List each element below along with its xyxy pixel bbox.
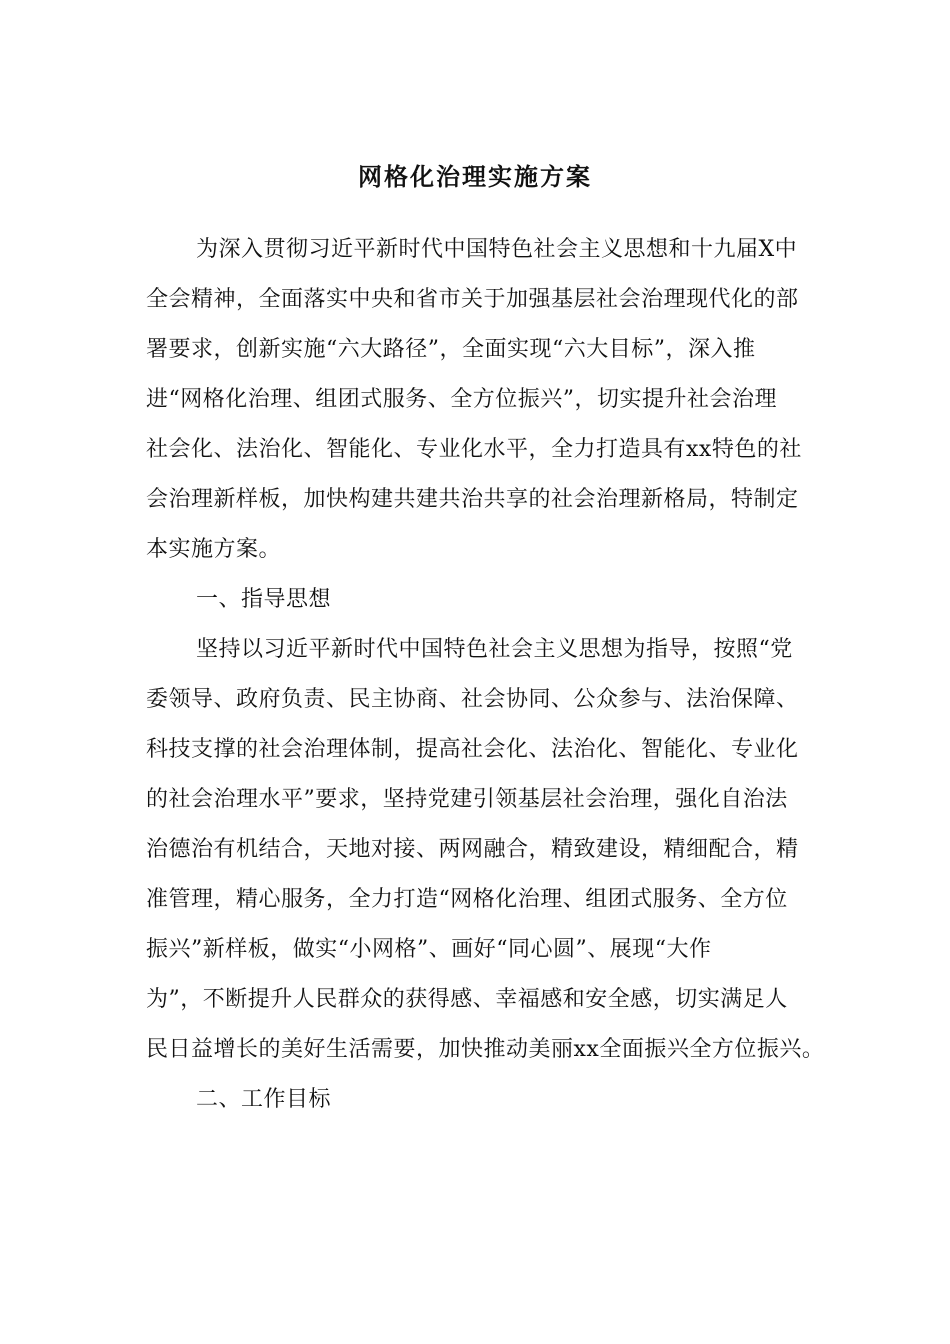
paragraph-line: 全会精神，全面落实中央和省市关于加强基层社会治理现代化的部 [146,287,799,312]
paragraph-line: 的社会治理水平”要求，坚持党建引领基层社会治理，强化自治法 [146,787,788,812]
paragraph-line: 本实施方案。 [146,537,282,562]
paragraph-line: 准管理，精心服务，全力打造“网格化治理、组团式服务、全方位 [146,887,788,912]
paragraph-line: 振兴”新样板，做实“小网格”、画好“同心圆”、展现“大作 [146,937,712,962]
document-title: 网格化治理实施方案 [358,162,592,191]
paragraph-line: 为深入贯彻习近平新时代中国特色社会主义思想和十九届X中 [196,237,798,262]
paragraph-line: 坚持以习近平新时代中国特色社会主义思想为指导，按照“党 [196,637,793,662]
paragraph-line: 署要求，创新实施“六大路径”，全面实现“六大目标”，深入推 [146,337,756,362]
paragraph-line: 委领导、政府负责、民主协商、社会协同、公众参与、法治保障、 [146,687,799,712]
paragraph-line: 治德治有机结合，天地对接、两网融合，精致建设，精细配合，精 [146,837,799,862]
paragraph-line: 会治理新样板，加快构建共建共治共享的社会治理新格局，特制定 [146,487,799,512]
section-heading: 二、工作目标 [196,1087,332,1112]
section-heading: 一、指导思想 [196,587,332,612]
paragraph-line: 民日益增长的美好生活需要，加快推动美丽xx全面振兴全方位振兴。 [146,1037,825,1062]
paragraph-line: 进“网格化治理、组团式服务、全方位振兴”，切实提升社会治理 [146,387,777,412]
paragraph-line: 科技支撑的社会治理体制，提高社会化、法治化、智能化、专业化 [146,737,799,762]
paragraph-line: 社会化、法治化、智能化、专业化水平，全力打造具有xx特色的社 [146,437,802,462]
paragraph-line: 为”，不断提升人民群众的获得感、幸福感和安全感，切实满足人 [146,987,788,1012]
